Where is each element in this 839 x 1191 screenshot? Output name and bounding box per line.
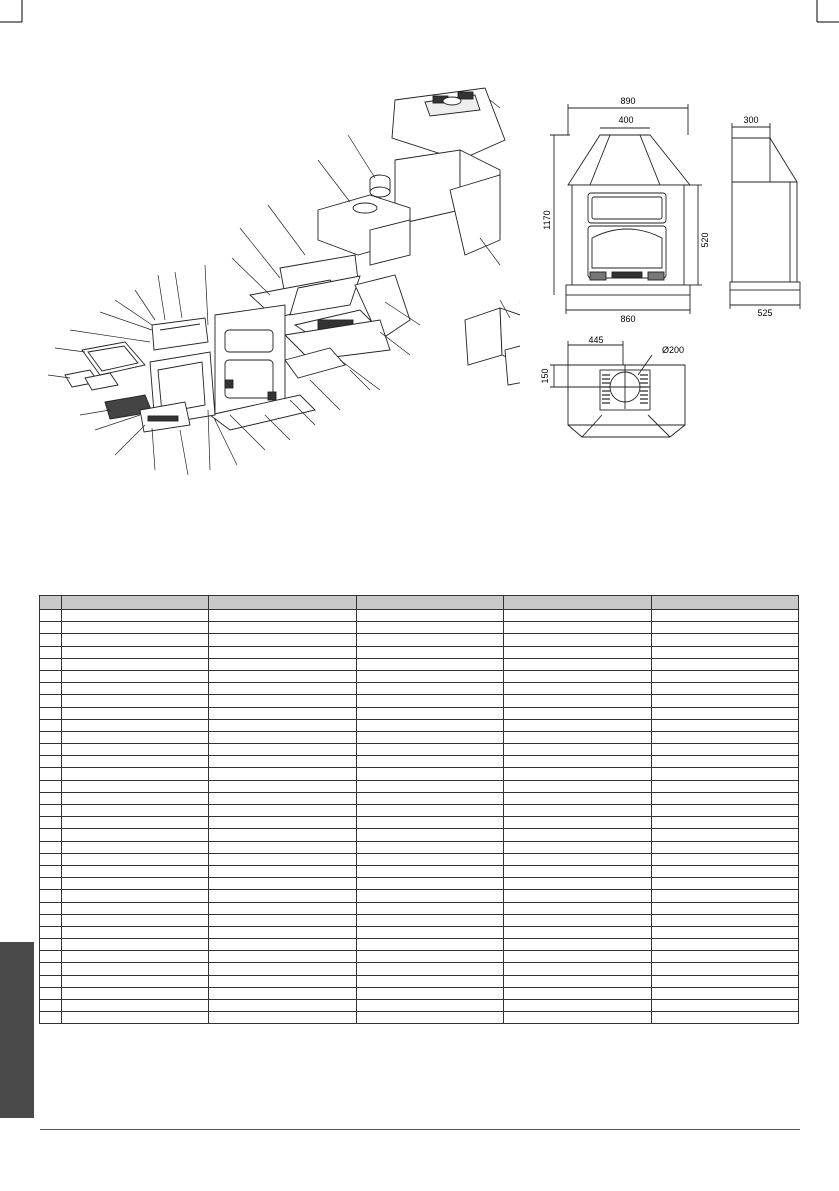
table-cell [62,658,209,670]
table-cell [209,829,356,841]
front-elevation-drawing [540,90,720,330]
table-row [40,768,799,780]
table-cell [504,853,651,865]
table-cell [209,731,356,743]
table-cell [651,1000,798,1012]
table-row [40,646,799,658]
table-cell [504,683,651,695]
table-cell [504,926,651,938]
table-cell [356,610,503,622]
table-cell [651,829,798,841]
table-cell [356,1012,503,1024]
table-cell [62,756,209,768]
table-cell [651,805,798,817]
table-cell [356,805,503,817]
table-cell [40,792,62,804]
table-cell [209,658,356,670]
table-cell [651,658,798,670]
table-cell [651,914,798,926]
table-cell [356,853,503,865]
table-cell [209,878,356,890]
table-cell [504,829,651,841]
table-cell [356,744,503,756]
exploded-view-diagram [40,80,520,480]
table-cell [356,939,503,951]
table-cell [504,902,651,914]
table-cell [356,634,503,646]
table-cell [209,646,356,658]
table-cell [209,756,356,768]
table-cell [62,622,209,634]
table-cell [209,987,356,999]
table-cell [651,1012,798,1024]
table-cell [504,622,651,634]
table-cell [651,646,798,658]
table-header-cell [209,596,356,610]
table-cell [40,707,62,719]
table-cell [356,1000,503,1012]
table-cell [209,1012,356,1024]
table-cell [504,780,651,792]
table-cell [356,878,503,890]
table-cell [356,975,503,987]
table-cell [40,634,62,646]
table-cell [62,902,209,914]
table-row [40,817,799,829]
table-cell [62,878,209,890]
table-cell [651,744,798,756]
table-cell [504,658,651,670]
table-cell [209,817,356,829]
table-cell [504,792,651,804]
table-cell [504,963,651,975]
table-row [40,975,799,987]
table-cell [62,683,209,695]
table-cell [62,853,209,865]
dim-height: 1170 [542,210,552,230]
table-header-cell [356,596,503,610]
table-row [40,890,799,902]
table-cell [651,951,798,963]
table-cell [504,670,651,682]
table-cell [504,1000,651,1012]
table-cell [62,1000,209,1012]
table-row [40,634,799,646]
dim-overall-width: 890 [620,96,636,106]
table-cell [356,780,503,792]
table-cell [40,695,62,707]
table-row [40,792,799,804]
table-cell [504,890,651,902]
dim-base-width: 860 [620,314,636,324]
table-row [40,731,799,743]
table-cell [651,841,798,853]
table-row [40,622,799,634]
table-cell [356,902,503,914]
table-cell [504,707,651,719]
table-cell [209,805,356,817]
table-cell [62,926,209,938]
table-cell [356,817,503,829]
table-row [40,987,799,999]
table-row [40,658,799,670]
table-cell [651,878,798,890]
table-cell [356,890,503,902]
dim-top-depth: 300 [743,115,759,125]
dim-plan-offset: 445 [588,335,604,345]
table-row [40,951,799,963]
table-cell [209,610,356,622]
table-cell [651,634,798,646]
table-cell [504,878,651,890]
table-cell [62,744,209,756]
table-cell [356,719,503,731]
table-row [40,719,799,731]
table-cell [209,634,356,646]
crop-mark-top-right [809,0,839,30]
table-cell [651,731,798,743]
table-row [40,865,799,877]
table-cell [40,841,62,853]
table-cell [209,1000,356,1012]
parts-table-body [40,610,799,1024]
table-cell [62,610,209,622]
table-cell [504,865,651,877]
table-cell [209,780,356,792]
table-cell [40,890,62,902]
table-cell [504,1012,651,1024]
table-cell [504,768,651,780]
table-cell [40,975,62,987]
dim-top-opening: 400 [618,115,634,125]
table-cell [504,951,651,963]
table-cell [209,926,356,938]
table-row [40,1000,799,1012]
table-cell [356,987,503,999]
table-row [40,878,799,890]
crop-mark-top-left [0,0,30,30]
table-row [40,744,799,756]
table-cell [62,817,209,829]
table-cell [356,731,503,743]
table-cell [356,683,503,695]
footer-rule [40,1129,800,1130]
table-cell [209,865,356,877]
table-cell [356,865,503,877]
table-cell [651,707,798,719]
table-cell [504,646,651,658]
table-cell [651,865,798,877]
table-cell [62,646,209,658]
table-cell [356,646,503,658]
table-cell [356,914,503,926]
table-cell [40,731,62,743]
table-cell [356,841,503,853]
table-cell [40,939,62,951]
table-cell [40,1012,62,1024]
table-header-cell [651,596,798,610]
table-cell [40,926,62,938]
dim-flue-offset: 150 [540,368,550,384]
table-row [40,670,799,682]
table-cell [209,707,356,719]
table-cell [40,987,62,999]
table-header-cell [40,596,62,610]
table-cell [356,963,503,975]
table-cell [40,963,62,975]
table-cell [62,914,209,926]
table-cell [504,841,651,853]
table-cell [651,987,798,999]
section-side-tab [0,942,34,1118]
table-row [40,829,799,841]
table-cell [651,975,798,987]
table-row [40,756,799,768]
table-cell [40,670,62,682]
table-cell [62,707,209,719]
table-row [40,914,799,926]
plan-view-drawing [540,335,700,450]
table-cell [40,853,62,865]
table-cell [651,939,798,951]
table-cell [651,780,798,792]
table-cell [209,683,356,695]
table-cell [651,622,798,634]
table-cell [40,1000,62,1012]
table-cell [62,695,209,707]
table-cell [209,719,356,731]
table-row [40,805,799,817]
table-cell [504,610,651,622]
table-row [40,683,799,695]
table-cell [504,805,651,817]
table-cell [62,951,209,963]
table-row [40,695,799,707]
table-cell [40,658,62,670]
table-cell [62,829,209,841]
table-cell [40,805,62,817]
table-cell [209,939,356,951]
table-cell [504,817,651,829]
table-cell [209,841,356,853]
table-cell [209,853,356,865]
table-cell [356,792,503,804]
table-cell [62,841,209,853]
table-cell [504,719,651,731]
table-cell [651,756,798,768]
table-cell [504,975,651,987]
table-cell [62,634,209,646]
table-cell [40,622,62,634]
table-cell [40,829,62,841]
table-cell [504,987,651,999]
table-cell [356,926,503,938]
table-cell [40,817,62,829]
table-cell [651,926,798,938]
table-cell [40,756,62,768]
table-cell [504,914,651,926]
dim-base-depth: 525 [757,308,773,318]
dim-body-height: 520 [700,232,710,248]
table-row [40,841,799,853]
side-elevation-drawing [722,110,812,320]
table-cell [40,865,62,877]
table-row [40,707,799,719]
table-cell [62,719,209,731]
table-cell [40,878,62,890]
dim-flue-diameter: Ø200 [661,345,685,355]
table-row [40,1012,799,1024]
table-cell [209,975,356,987]
table-cell [651,768,798,780]
table-cell [209,695,356,707]
table-cell [62,670,209,682]
table-row [40,902,799,914]
table-cell [651,670,798,682]
table-row [40,853,799,865]
table-cell [62,865,209,877]
table-cell [356,695,503,707]
table-cell [651,719,798,731]
table-cell [209,951,356,963]
table-cell [40,914,62,926]
table-cell [62,890,209,902]
table-cell [651,683,798,695]
table-row [40,963,799,975]
table-cell [40,780,62,792]
table-cell [209,792,356,804]
table-cell [651,817,798,829]
table-cell [40,719,62,731]
table-cell [651,610,798,622]
table-cell [209,890,356,902]
table-cell [209,902,356,914]
parts-table [39,595,799,1024]
table-cell [651,853,798,865]
table-cell [62,1012,209,1024]
table-cell [356,670,503,682]
table-cell [356,622,503,634]
table-cell [40,646,62,658]
table-cell [651,695,798,707]
table-cell [356,658,503,670]
table-cell [62,939,209,951]
table-cell [356,829,503,841]
table-cell [356,707,503,719]
table-cell [651,902,798,914]
table-cell [209,670,356,682]
table-cell [209,963,356,975]
table-cell [209,768,356,780]
table-cell [62,963,209,975]
table-cell [62,768,209,780]
table-cell [209,744,356,756]
table-cell [504,939,651,951]
table-cell [40,683,62,695]
table-cell [40,902,62,914]
table-header-cell [62,596,209,610]
table-row [40,926,799,938]
table-row [40,610,799,622]
table-cell [504,756,651,768]
table-cell [356,768,503,780]
table-cell [651,890,798,902]
table-cell [356,951,503,963]
table-cell [40,610,62,622]
table-cell [356,756,503,768]
table-cell [40,768,62,780]
table-cell [62,792,209,804]
table-cell [209,914,356,926]
table-cell [209,622,356,634]
table-cell [504,634,651,646]
table-cell [40,951,62,963]
table-cell [62,975,209,987]
table-cell [62,987,209,999]
table-cell [504,731,651,743]
table-cell [651,792,798,804]
table-cell [62,780,209,792]
table-cell [62,731,209,743]
table-cell [62,805,209,817]
table-cell [40,744,62,756]
table-header-cell [504,596,651,610]
table-row [40,780,799,792]
table-header-row [40,596,799,610]
table-row [40,939,799,951]
table-cell [651,963,798,975]
table-cell [504,744,651,756]
table-cell [504,695,651,707]
